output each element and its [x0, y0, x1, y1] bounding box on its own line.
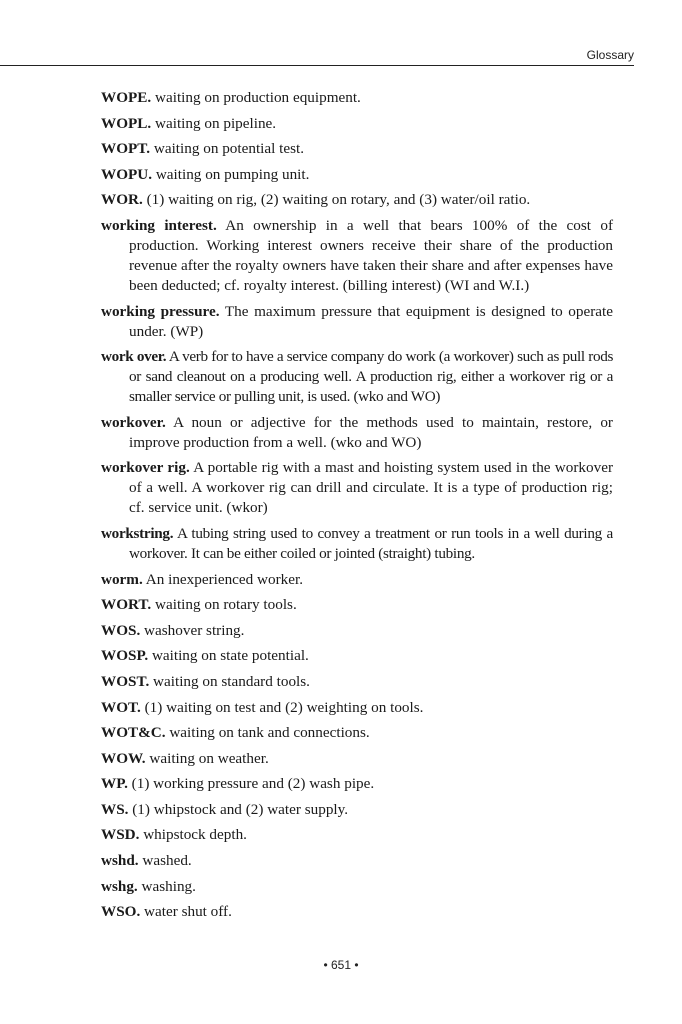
- entry-definition: (1) working pressure and (2) wash pipe.: [131, 775, 375, 793]
- entry-definition: washing.: [141, 877, 196, 895]
- entry-definition: waiting on state potential.: [151, 647, 309, 665]
- running-head-title: Glossary: [586, 48, 634, 62]
- header-rule: [0, 65, 634, 66]
- glossary-entry: [101, 88, 613, 108]
- glossary-entry: [101, 698, 613, 718]
- glossary-entry: [101, 165, 613, 185]
- entry-term: WOT.: [101, 698, 141, 716]
- glossary-entry: [101, 458, 613, 518]
- glossary-entry: [101, 413, 613, 453]
- glossary-entry: [101, 749, 613, 769]
- glossary-entry: [101, 851, 613, 871]
- entry-term: WOPT.: [101, 140, 151, 158]
- entry-definition: (1) waiting on test and (2) weighting on tools.: [144, 698, 424, 716]
- entry-term: WOW.: [101, 749, 146, 767]
- entry-definition: whipstock depth.: [143, 826, 247, 844]
- entry-definition: The maximum pressure that equipment is designed to operate under. (WP): [129, 302, 613, 340]
- entry-term: WOPU.: [101, 165, 153, 183]
- entry-term: WOPL.: [101, 114, 152, 132]
- entry-definition: waiting on weather.: [149, 749, 269, 767]
- entry-definition: An inexperienced worker.: [145, 570, 304, 588]
- page-number: • 651 •: [323, 958, 359, 972]
- entry-definition: A noun or adjective for the methods used to maintain, restore, or improve production from a well. (wko and WO): [129, 413, 613, 451]
- entry-definition: waiting on pipeline.: [155, 114, 277, 132]
- entry-term: WS.: [101, 800, 129, 818]
- entry-definition: waiting on rotary tools.: [155, 596, 297, 614]
- entry-definition: waiting on standard tools.: [153, 672, 310, 690]
- entry-definition: waiting on production equipment.: [155, 89, 361, 106]
- entry-definition: waiting on potential test.: [153, 140, 305, 158]
- glossary-entry: [101, 190, 613, 210]
- glossary-entry: [101, 621, 613, 641]
- entry-term: WOST.: [101, 672, 150, 690]
- entry-term: WOT&C.: [101, 724, 166, 742]
- entry-term: WSD.: [101, 826, 140, 844]
- entry-term: wshg.: [101, 877, 138, 895]
- entry-term: WSO.: [101, 903, 141, 921]
- glossary-entry: [101, 302, 613, 342]
- glossary-entry: [101, 114, 613, 134]
- entry-term: workover.: [101, 413, 166, 431]
- glossary-entry: [101, 595, 613, 615]
- entry-term: WOSP.: [101, 647, 149, 665]
- entry-term: WORT.: [101, 596, 152, 614]
- entry-definition: waiting on tank and connections.: [169, 724, 370, 742]
- entry-term: wshd.: [101, 852, 139, 870]
- glossary-entry: [101, 825, 613, 845]
- glossary-entry: [101, 902, 613, 922]
- glossary-entry: [101, 877, 613, 897]
- glossary-entry: [101, 524, 613, 564]
- glossary-entry: [101, 347, 613, 407]
- glossary-entry: [101, 800, 613, 820]
- entry-definition: A verb for to have a service company do work (a workover) such as pull rods or sand cleanout on a producing well. A production rig, either a workover rig or a smaller service or pulling unit, is used. (wko and WO): [129, 348, 614, 406]
- entry-term: working pressure.: [101, 302, 220, 320]
- glossary-entry: [101, 672, 613, 692]
- entry-definition: An ownership in a well that bears 100% of the cost of production. Working interest owners receive their share of the production revenue after the royalty owners have taken their share and after expenses have been deducted; cf. royalty interest. (billing interest) (WI and W.I.): [129, 216, 613, 294]
- glossary-entry: [101, 139, 613, 159]
- entry-definition: water shut off.: [144, 903, 232, 921]
- entry-term: WOPE.: [101, 89, 152, 106]
- entry-definition: waiting on pumping unit.: [155, 165, 310, 183]
- entry-term: working interest.: [101, 216, 217, 234]
- entry-definition: washover string.: [144, 621, 245, 639]
- glossary-entry: [101, 774, 613, 794]
- entry-term: WP.: [101, 775, 128, 793]
- glossary-entry: [101, 723, 613, 743]
- entry-term: WOR.: [101, 191, 143, 209]
- entry-term: WOS.: [101, 621, 141, 639]
- entry-definition: A tubing string used to convey a treatment or run tools in a well during a workover. It can be either coiled or jointed (straight) tubing.: [129, 524, 613, 562]
- glossary-entry: [101, 216, 613, 296]
- entry-term: workover rig.: [101, 459, 190, 477]
- glossary-entries: [101, 88, 613, 928]
- entry-definition: A portable rig with a mast and hoisting system used in the workover of a well. A workover rig can drill and circulate. It is a type of production rig; cf. service unit. (wkor): [129, 459, 614, 517]
- glossary-entry: [101, 570, 613, 590]
- glossary-entry: [101, 646, 613, 666]
- entry-term: work over.: [101, 348, 167, 366]
- entry-term: worm.: [101, 570, 143, 588]
- entry-definition: (1) waiting on rig, (2) waiting on rotary, and (3) water/oil ratio.: [146, 191, 531, 209]
- entry-definition: (1) whipstock and (2) water supply.: [132, 800, 349, 818]
- entry-definition: washed.: [142, 852, 192, 870]
- entry-term: workstring.: [101, 524, 174, 542]
